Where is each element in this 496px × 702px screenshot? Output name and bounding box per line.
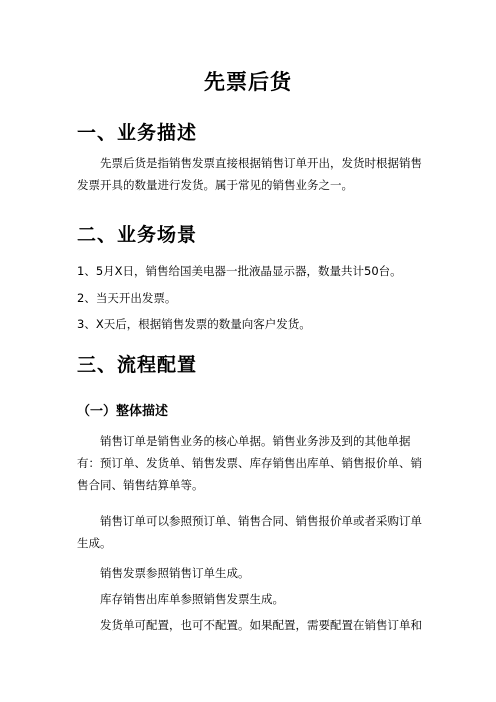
- subsection-heading-overall: （一）整体描述: [77, 404, 169, 419]
- scenario-item-1: 1、5月X日，销售给国美电器一批液晶显示器，数量共计50台。: [77, 264, 402, 278]
- business-description-paragraph: 先票后货是指销售发票直接根据销售订单开出，发货时根据销售发票开具的数量进行发货。属于常见的销售业务之一。: [77, 156, 422, 192]
- overall-paragraph-4: 库存销售出库单参照销售发票生成。: [100, 592, 284, 606]
- overall-paragraph-5: 发货单可配置，也可不配置。如果配置，需要配置在销售订单和: [100, 618, 422, 632]
- document-title: 先票后货: [204, 70, 292, 94]
- overall-paragraph-1: 销售订单是销售业务的核心单据。销售业务涉及到的其他单据有：预订单、发货单、销售发票、库存销售出库单、销售报价单、销售合同、销售结算单等。: [77, 434, 422, 492]
- overall-paragraph-3: 销售发票参照销售订单生成。: [100, 566, 250, 580]
- scenario-item-2: 2、当天开出发票。: [77, 291, 177, 305]
- section-heading-process-config: 三、流程配置: [77, 354, 198, 376]
- overall-paragraph-2: 销售订单可以参照预订单、销售合同、销售报价单或者采购订单生成。: [77, 514, 422, 550]
- section-heading-business-description: 一、业务描述: [77, 122, 198, 144]
- scenario-item-3: 3、X天后，根据销售发票的数量向客户发货。: [77, 317, 311, 331]
- section-heading-business-scenario: 二、业务场景: [77, 224, 198, 246]
